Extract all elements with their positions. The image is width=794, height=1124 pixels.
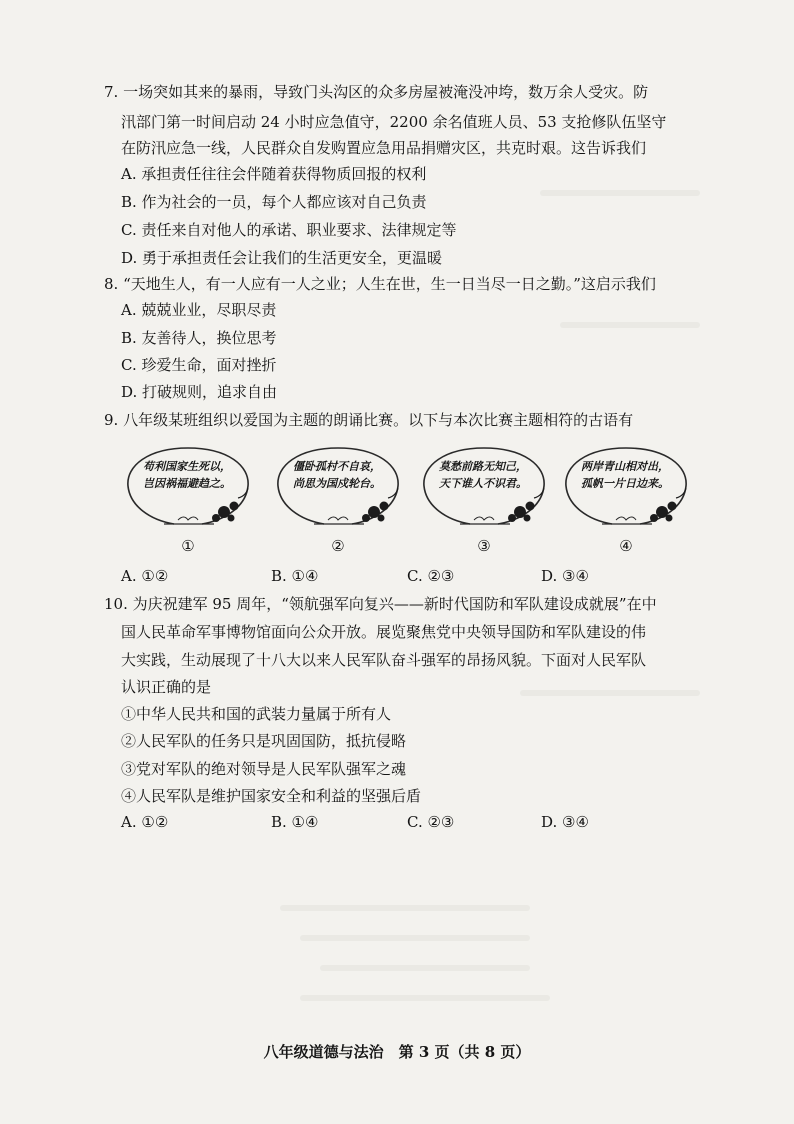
q10-statement-1: ①中华人民共和国的武装力量属于所有人 [121, 705, 392, 723]
quote-1-line-2: 岂因祸福避趋之。 [143, 477, 231, 490]
q8-option-c: C. 珍爱生命，面对挫折 [121, 356, 277, 374]
show-through-mark [280, 905, 530, 911]
q10-option-d: D. ③④ [541, 813, 589, 831]
q10-option-b: B. ①④ [271, 813, 319, 831]
q10-stem-line-2: 国人民革命军事博物馆面向公众开放。展览聚焦党中央领导国防和军队建设的伟 [121, 623, 647, 641]
q10-option-a: A. ①② [121, 813, 169, 831]
quote-2-line-2: 尚思为国戍轮台。 [293, 477, 381, 490]
quote-2-label: ② [331, 537, 345, 555]
q9-option-d: D. ③④ [541, 567, 589, 585]
q9-option-c: C. ②③ [407, 567, 455, 585]
q10-option-c: C. ②③ [407, 813, 455, 831]
quote-card-2 [268, 440, 408, 558]
quote-card-1 [118, 440, 258, 558]
quote-1-line-1: 苟利国家生死以， [143, 460, 231, 473]
quote-2-text [282, 458, 392, 492]
q9-option-a: A. ①② [121, 567, 169, 585]
q7-stem-line-1: 7. 一场突如其来的暴雨，导致门头沟区的众多房屋被淹没冲垮，数万余人受灾。防 [104, 83, 649, 101]
quote-3-label: ③ [477, 537, 491, 555]
show-through-mark [300, 935, 530, 941]
q7-option-b: B. 作为社会的一员，每个人都应该对自己负责 [121, 193, 427, 211]
q7-option-c: C. 责任来自对他人的承诺、职业要求、法律规定等 [121, 221, 457, 239]
quote-4-line-2: 孤帆一片日边来。 [581, 477, 669, 490]
quote-2-line-1: 僵卧孤村不自哀， [293, 460, 381, 473]
q9-stem: 9. 八年级某班组织以爱国为主题的朗诵比赛。以下与本次比赛主题相符的古语有 [104, 411, 634, 429]
q8-option-d: D. 打破规则，追求自由 [121, 383, 278, 401]
quote-3-text [428, 458, 538, 492]
q10-stem-line-1: 10. 为庆祝建军 95 周年，“领航强军向复兴——新时代国防和军队建设成就展”在中 [104, 595, 657, 613]
quote-3-line-2: 天下谁人不识君。 [439, 477, 527, 490]
quote-4-text [570, 458, 680, 492]
show-through-mark [300, 995, 550, 1001]
quote-card-4 [556, 440, 696, 558]
page-footer: 八年级道德与法治 第 3 页（共 8 页） [263, 1043, 531, 1061]
quote-cards [118, 440, 698, 560]
quote-3-line-1: 莫愁前路无知己， [439, 460, 527, 473]
show-through-mark [320, 965, 530, 971]
quote-4-line-1: 两岸青山相对出， [581, 460, 669, 473]
q7-option-d: D. 勇于承担责任会让我们的生活更安全，更温暖 [121, 249, 443, 267]
q9-option-b: B. ①④ [271, 567, 319, 585]
q10-statement-4: ④人民军队是维护国家安全和利益的坚强后盾 [121, 787, 422, 805]
quote-1-text [132, 458, 242, 492]
q10-options [121, 812, 681, 832]
q10-stem-line-4: 认识正确的是 [121, 678, 212, 696]
q7-stem-line-2: 汛部门第一时间启动 24 小时应急值守，2200 余名值班人员、53 支抢修队伍坚守 [121, 113, 667, 131]
q10-statement-2: ②人民军队的任务只是巩固国防，抵抗侵略 [121, 732, 407, 750]
q9-options [121, 566, 681, 586]
q10-stem-line-3: 大实践，生动展现了十八大以来人民军队奋斗强军的昂扬风貌。下面对人民军队 [121, 651, 647, 669]
quote-1-label: ① [181, 537, 195, 555]
q10-statement-3: ③党对军队的绝对领导是人民军队强军之魂 [121, 760, 407, 778]
q8-stem: 8. “天地生人，有一人应有一人之业；人生在世，生一日当尽一日之勤。”这启示我们 [104, 275, 656, 293]
q7-stem-line-3: 在防汛应急一线，人民群众自发购置应急用品捐赠灾区，共克时艰。这告诉我们 [121, 139, 647, 157]
q7-option-a: A. 承担责任往往会伴随着获得物质回报的权利 [121, 165, 427, 183]
q8-option-a: A. 兢兢业业，尽职尽责 [121, 301, 277, 319]
quote-card-3 [414, 440, 554, 558]
quote-4-label: ④ [619, 537, 633, 555]
q8-option-b: B. 友善待人，换位思考 [121, 329, 277, 347]
